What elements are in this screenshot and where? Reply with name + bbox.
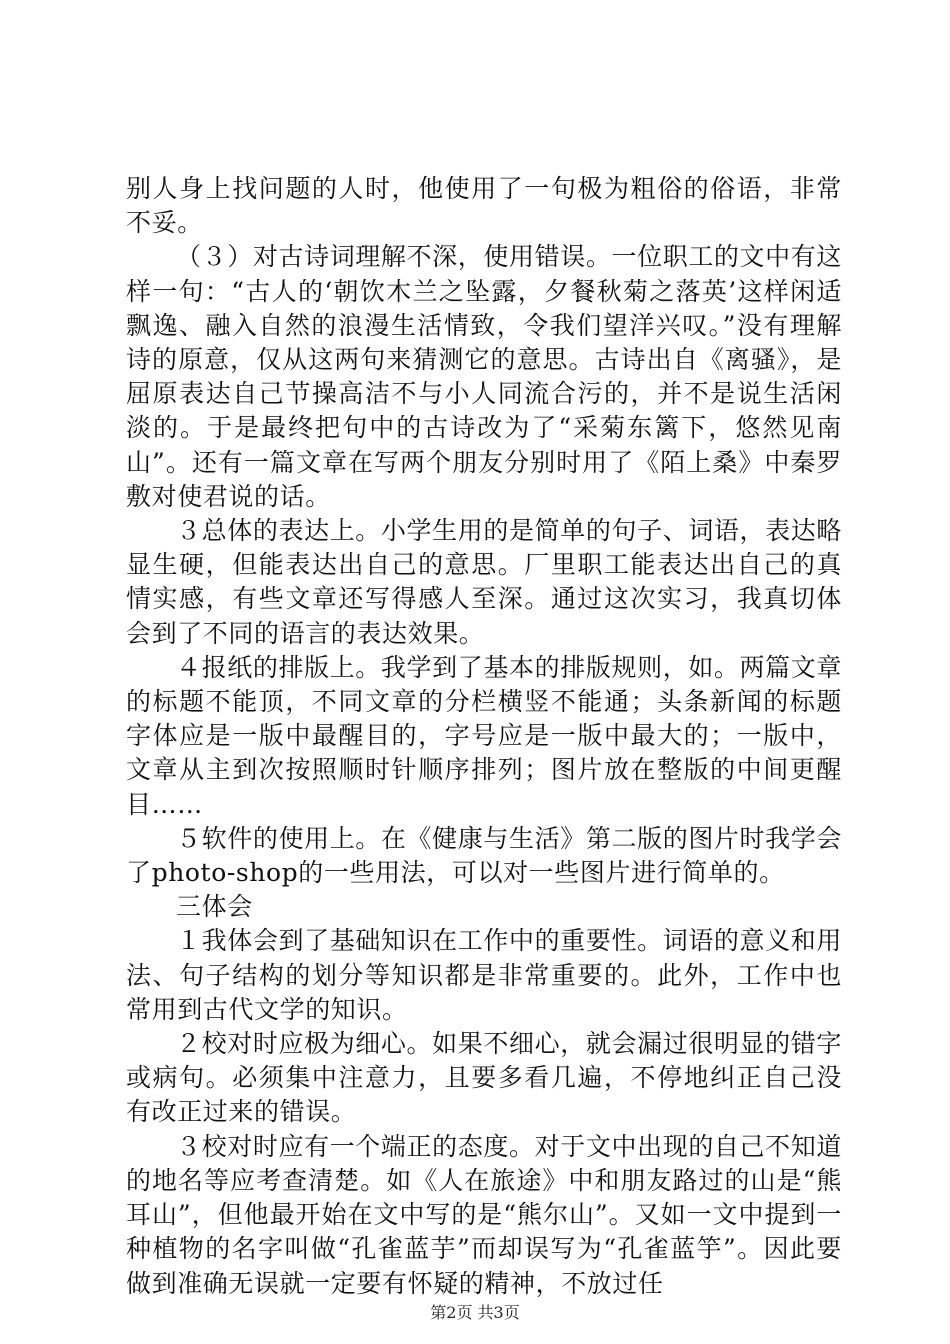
- paragraph: ４报纸的排版上。我学到了基本的排版规则，如。两篇文章的标题不能顶，不同文章的分栏横竖不能通；头条新闻的标题字体应是一版中最醒目的，字号应是一版中最大的；一版中，文章从主到次按照顺时针顺序排列；图片放在整版的中间更醒目……: [126, 652, 842, 819]
- page-footer: 第2页 共3页: [430, 1303, 520, 1322]
- paragraph: （３）对古诗词理解不深，使用错误。一位职工的文中有这样一句：“古人的‘朝饮木兰之坠露，夕餐秋菊之落英’这样闲适飘逸、融入自然的浪漫生活情致，令我们望洋兴叹。”没有理解诗的原意，仅从这两句来猜测它的意思。古诗出自《离骚》，是屈原表达自己节操高洁不与小人同流合污的，并不是说生活闲淡的。于是最终把句中的古诗改为了“采菊东篱下，悠然见南山”。还有一篇文章在写两个朋友分别时用了《陌上桑》中秦罗敷对使君说的话。: [126, 242, 842, 511]
- paragraph: ５软件的使用上。在《健康与生活》第二版的图片时我学会了photo-shop的一些用法，可以对一些图片进行简单的。: [126, 823, 842, 888]
- paragraph: ２校对时应极为细心。如果不细心，就会漏过很明显的错字或病句。必须集中注意力，且要多看几遍，不停地纠正自己没有改正过来的错误。: [126, 1029, 842, 1127]
- paragraph: ３总体的表达上。小学生用的是简单的句子、词语，表达略显生硬，但能表达出自己的意思。厂里职工能表达出自己的真情实感，有些文章还写得感人至深。通过这次实习，我真切体会到了不同的语言的表达效果。: [126, 516, 842, 648]
- paragraph: 别人身上找问题的人时，他使用了一句极为粗俗的俗语，非常不妥。: [126, 174, 842, 238]
- section-heading: 三体会: [176, 892, 253, 922]
- paragraph: ３校对时应有一个端正的态度。对于文中出现的自己不知道的地名等应考查清楚。如《人在旅途》中和朋友路过的山是“熊耳山”，但他最开始在文中写的是“熊尔山”。又如一文中提到一种植物的名字叫做“孔雀蓝芋”而却误写为“孔雀蓝竽”。因此要做到准确无误就一定要有怀疑的精神，不放过任: [126, 1131, 842, 1298]
- document-body: [126, 172, 842, 1301]
- paragraph: １我体会到了基础知识在工作中的重要性。词语的意义和用法、句子结构的划分等知识都是非常重要的。此外，工作中也常用到古代文学的知识。: [126, 926, 842, 1024]
